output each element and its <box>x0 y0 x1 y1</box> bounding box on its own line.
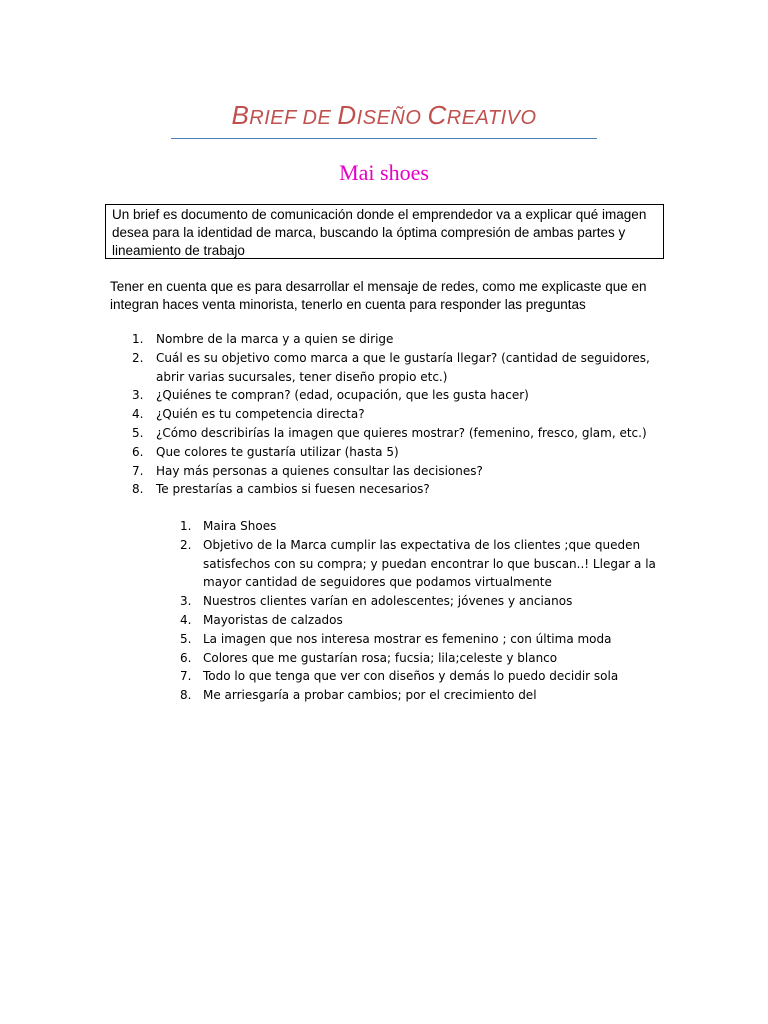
question-item <box>110 480 660 499</box>
list-text: Mayoristas de calzados <box>203 612 343 627</box>
list-text: Cuál es su objetivo como marca a que le gustaría llegar? (cantidad de seguidores, abrir varias sucursales, tener diseño propio etc.) <box>156 350 650 384</box>
list-text: Objetivo de la Marca cumplir las expectativa de los clientes ;que queden satisfechos con su compra; y puedan encontrar lo que buscan..! Llegar a la mayor cantidad de seguidores que podamos virtualmente <box>203 537 656 590</box>
list-number: 7. <box>132 463 144 478</box>
list-text: Te prestarías a cambios si fuesen necesarios? <box>156 482 430 497</box>
list-text: Hay más personas a quienes consultar las decisiones? <box>156 463 483 478</box>
question-item <box>110 330 660 349</box>
answer-item <box>160 517 660 536</box>
list-number: 6. <box>132 444 144 459</box>
question-item <box>110 349 660 387</box>
list-text: ¿Quiénes te compran? (edad, ocupación, que les gusta hacer) <box>156 388 529 403</box>
question-item <box>110 386 660 405</box>
answer-item <box>160 649 660 668</box>
list-text: Nombre de la marca y a quien se dirige <box>156 332 394 346</box>
instructions-paragraph: Tener en cuenta que es para desarrollar el mensaje de redes, como me explicaste que en integran haces venta minorista, tenerlo en cuenta para responder las preguntas <box>110 279 647 312</box>
list-number: 6. <box>180 650 192 665</box>
list-number: 3. <box>180 594 192 609</box>
list-number: 1. <box>180 519 192 533</box>
list-number: 5. <box>180 631 192 646</box>
intro-box: Un brief es documento de comunicación donde el emprendedor va a explicar qué imagen desea para la identidad de marca, buscando la óptima compresión de ambas partes y lineamiento de trabajo <box>105 204 664 259</box>
title-word-4: CREATIVO <box>427 100 537 130</box>
question-item <box>110 424 660 443</box>
question-item <box>110 462 660 481</box>
list-number: 2. <box>132 350 144 365</box>
question-item <box>110 405 660 424</box>
list-text: Colores que me gustarían rosa; fucsia; lila;celeste y blanco <box>203 650 558 665</box>
question-item <box>110 443 660 462</box>
list-text: Que colores te gustaría utilizar (hasta 5) <box>156 444 399 459</box>
title-word-2: DE <box>302 107 338 129</box>
answer-item <box>160 611 660 630</box>
title-word-1: BRIEF <box>231 100 303 130</box>
list-number: 7. <box>180 669 192 684</box>
answer-item <box>160 630 660 649</box>
title-word-3: DISEÑO <box>337 100 428 130</box>
list-text: Nuestros clientes varían en adolescentes; jóvenes y ancianos <box>203 594 573 609</box>
list-number: 8. <box>180 688 192 703</box>
list-number: 4. <box>180 612 192 627</box>
list-number: 8. <box>132 482 144 497</box>
list-number: 4. <box>132 407 144 422</box>
list-number: 2. <box>180 537 192 552</box>
list-text: ¿Quién es tu competencia directa? <box>156 407 365 422</box>
answer-item <box>160 686 660 705</box>
list-text: Maira Shoes <box>203 519 277 533</box>
answer-item <box>160 592 660 611</box>
document-title <box>0 100 768 131</box>
questions-list <box>110 330 660 499</box>
list-number: 5. <box>132 425 144 440</box>
list-text: ¿Cómo describirías la imagen que quieres mostrar? (femenino, fresco, glam, etc.) <box>156 425 647 440</box>
answer-item <box>160 536 660 592</box>
list-text: La imagen que nos interesa mostrar es femenino ; con última moda <box>203 631 612 646</box>
list-text: Todo lo que tenga que ver con diseños y demás lo puedo decidir sola <box>203 669 619 684</box>
list-number: 3. <box>132 388 144 403</box>
answers-list <box>160 517 660 705</box>
document-subtitle: Mai shoes <box>339 160 429 185</box>
title-underline <box>171 138 597 139</box>
list-number: 1. <box>132 332 144 346</box>
answer-item <box>160 667 660 686</box>
list-text: Me arriesgaría a probar cambios; por el crecimiento del <box>203 688 537 703</box>
